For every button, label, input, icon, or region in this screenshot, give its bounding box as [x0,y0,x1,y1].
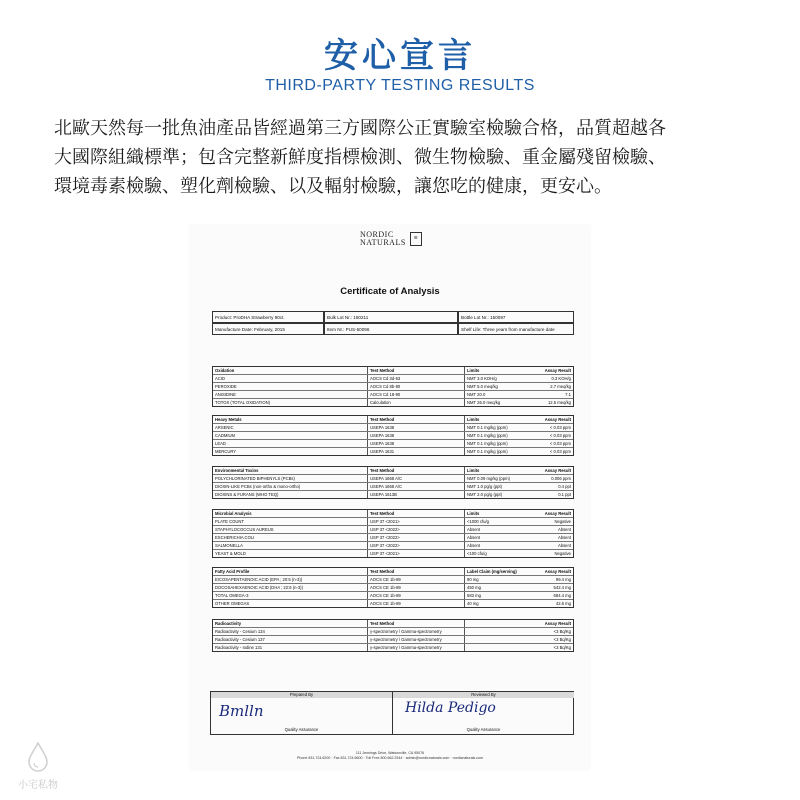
table-cell: <3 Bq/Kg [553,645,571,650]
logo-line: NATURALS [360,238,406,247]
table-cell: < 0.03 ppm [549,441,571,446]
table-cell: ESCHERICHIA COLI [213,534,368,541]
header-cell: Test Method [368,510,465,517]
table-cell: PLATE COUNT [213,518,368,525]
table-row [213,534,573,542]
header-cell: Limits [467,511,480,516]
table-cell: Negative [554,551,571,556]
table-row [213,550,573,557]
header-cell: Test Method [368,467,465,474]
table-cell: USEPA 1638 [368,432,465,439]
section-header-row [213,367,573,375]
item-nr-field: Item Nr.: PUS-50096 [324,323,458,335]
product-field: Product: ProDHA Strawberry 90ct. [212,311,324,323]
table-row [213,518,573,526]
table-cell: Radioactivity - Iodine 131 [213,644,368,651]
droplet-icon [27,742,49,772]
header-cell: Assay Result [544,468,571,473]
header-cell: Assay Result [544,368,571,373]
table-row [213,475,573,483]
table-cell: AOCS CE 1b-89 [368,600,465,607]
table-cell: 7.1 [565,392,571,397]
table-cell: Calculation [368,399,465,406]
table-cell: USEPA 1638 [368,424,465,431]
certificate-document [190,225,590,770]
table-cell: USP 37 <2022> [368,534,465,541]
table-cell: <1000 cfu/g [467,519,490,524]
table-cell: MERCURY [213,448,368,455]
table-cell: < 0.03 ppm [549,449,571,454]
table-cell: USP 37 <2022> [368,542,465,549]
table-cell: Absent [557,543,571,548]
section-header-row [213,620,573,628]
header-cell: Radioactivity [213,620,368,627]
table-cell: YEAST & MOLD [213,550,368,557]
table-row [213,542,573,550]
table-cell: 2.7 meq/kg [550,384,571,389]
signature-left: Bmlln [219,702,264,720]
section-header-row [213,467,573,475]
table-cell: AOCS CE 1b-89 [368,592,465,599]
table-cell: USEPA 1631 [368,448,465,455]
header-cell: Assay Result [544,621,571,626]
header-cell: Limits [467,417,480,422]
intro-paragraph [54,114,766,201]
table-cell: USEPA 1668 A/C [368,483,465,490]
certificate-footer [190,751,590,761]
table-cell: STAPHYLOCOCCUS AUREUS [213,526,368,533]
logo-line: NORDIC [360,230,394,239]
header-cell: Label Claim (mg/serving) [467,569,517,574]
table-row [213,491,573,498]
certificate-title: Certificate of Analysis [340,286,440,297]
analysis-section [212,415,574,456]
manufacture-date-field: Manufacture Date: February, 2015 [212,323,324,335]
table-cell: 684.4 mg [553,593,571,598]
reviewed-by-panel [393,692,574,734]
table-cell: 42.6 mg [555,601,571,606]
prepared-by-label: Prepared By [211,692,392,698]
table-cell: EICOSAPENTAENOIC ACID (EPA ; 20:5 (n-3)) [213,576,368,583]
qa-label-right: Quality Assurance [466,727,501,732]
header-cell [465,620,537,627]
page-title: 安心宣言 [324,36,476,76]
table-cell: CADMIUM [213,432,368,439]
table-cell: USP 37 <2021> [368,518,465,525]
table-cell: <3 Bq/Kg [553,629,571,634]
intro-line: 北歐天然每一批魚油產品皆經過第三方國際公正實驗室檢驗合格，品質超越各 [54,118,666,139]
table-cell: USEPA 1613B [368,491,465,498]
table-cell: 542.4 mg [553,585,571,590]
header-cell: Test Method [368,416,465,423]
table-cell: LEAD [213,440,368,447]
table-row [213,483,573,491]
table-cell: OTHER OMEGAS [213,600,368,607]
table-cell: NMT 0.1 mg/kg (ppm) [467,425,508,430]
table-row [213,600,573,607]
page-subtitle: THIRD-PARTY TESTING RESULTS [265,77,535,94]
table-row [213,576,573,584]
table-cell: AOCS Cd 3d-63 [368,375,465,382]
watermark-text: 小宅私物 [18,780,58,791]
table-cell: ANISIDINE [213,391,368,398]
section-header-row [213,416,573,424]
table-row [213,644,573,651]
table-cell: γ-spectrometry / Gamma-spectrometry [368,628,465,635]
table-cell: Absent [467,543,481,548]
header-cell: Test Method [368,568,465,575]
footer-contact: Phone 831.724.6200 · Fax 831.724.6600 · Toll Free 800.662.2544 · admin@nordicnaturals.com · nordicnaturals.com [297,756,483,760]
header-cell: Fatty Acid Profile [213,568,368,575]
header-cell: Microbial Analysis [213,510,368,517]
header-cell: Assay Result [544,511,571,516]
table-cell: AOCS CE 1b-89 [368,576,465,583]
table-cell: Radioactivity - Cesium 134 [213,628,368,635]
footer-address: 111 Jennings Drive, Watsonville, CA 95076 [355,751,425,755]
brand-logo [360,230,419,247]
table-cell: 0.1 ppt [558,492,571,497]
table-cell [465,628,537,635]
table-cell: 583 mg [467,593,481,598]
logo-mark-icon: ≋ [410,232,422,246]
signature-box [210,691,574,735]
table-cell: NMT 3.0 KOH/g [467,376,497,381]
table-cell: USP 37 <2022> [368,526,465,533]
table-cell: 0.3 KOH/g [551,376,571,381]
analysis-section [212,509,574,558]
table-cell: Negative [554,519,571,524]
table-cell: 0.4 ppt [558,484,571,489]
table-cell: TOTAL OMEGA-3 [213,592,368,599]
table-row [213,448,573,455]
reviewed-by-label: Reviewed By [393,692,574,698]
analysis-section [212,619,574,652]
table-cell: 12.5 meq/kg [547,400,571,405]
table-cell: <3 Bq/Kg [553,637,571,642]
table-cell: 450 mg [467,585,481,590]
table-cell: NMT 20.0 [467,392,486,397]
table-row [213,526,573,534]
table-cell: AOCS Cd 18-90 [368,391,465,398]
header-cell: Assay Result [544,417,571,422]
table-cell: NMT 0.1 mg/kg (ppm) [467,441,508,446]
table-row [213,584,573,592]
table-cell: <100 cfu/g [467,551,487,556]
header-cell: Limits [467,468,480,473]
table-row [213,383,573,391]
bottle-lot-field: Bottle Lot Nr.: 150097 [458,311,574,323]
header-cell: Oxidation [213,367,368,374]
header-cell: Environmental Toxins [213,467,368,474]
table-cell: SALMONELLA [213,542,368,549]
table-cell: NMT 0.09 mg/kg (ppm) [467,476,510,481]
table-cell: 0.006 ppm [551,476,571,481]
table-cell: ACID [213,375,368,382]
header-cell: Test Method [368,620,465,627]
signature-right: Hilda Pedigo [405,700,496,716]
table-row [213,424,573,432]
analysis-section [212,466,574,499]
table-cell: AOCS Cd 8b-90 [368,383,465,390]
table-row [213,628,573,636]
table-cell: NMT 0.1 mg/kg (ppm) [467,433,508,438]
table-cell: γ-spectrometry / Gamma-spectrometry [368,644,465,651]
shelf-life-field: Shelf Life: Three years from manufacture date [458,323,574,335]
analysis-section [212,366,574,407]
table-cell: 90 mg [467,577,479,582]
section-header-row [213,568,573,576]
table-cell: TOTOX (TOTAL OXIDATION) [213,399,368,406]
header-cell: Limits [467,368,480,373]
table-cell: DIOXINS & FURANS (WHO TEQ) [213,491,368,498]
table-cell: NMT 0.1 mg/kg (ppm) [467,449,508,454]
table-cell: NMT 1.0 pg/g (ppt) [467,484,503,489]
table-cell: POLYCHLORINATED BIPHENYLS (PCBs) [213,475,368,482]
header-cell: Test Method [368,367,465,374]
table-cell: Absent [557,535,571,540]
table-cell: Absent [467,535,481,540]
watermark [16,742,60,791]
table-cell: 99.4 mg [555,577,571,582]
table-row [213,440,573,448]
table-cell: USEPA 1638 [368,440,465,447]
table-row [213,636,573,644]
section-header-row [213,510,573,518]
bulk-lot-field: Bulk Lot Nr.: 150211 [324,311,458,323]
header-cell: Heavy Metals [213,416,368,423]
table-cell: Radioactivity - Cesium 137 [213,636,368,643]
table-cell [465,644,537,651]
table-cell: NMT 2.0 pg/g (ppt) [467,492,503,497]
table-cell [465,636,537,643]
intro-line: 環境毒素檢驗、塑化劑檢驗、以及輻射檢驗，讓您吃的健康，更安心。 [54,176,612,197]
table-row [213,375,573,383]
table-cell: 40 mg [467,601,479,606]
table-cell: ARSENIC [213,424,368,431]
table-cell: Absent [557,527,571,532]
table-row [213,391,573,399]
table-row [213,592,573,600]
table-cell: < 0.03 ppm [549,433,571,438]
table-cell: NMT 5.0 meq/kg [467,384,498,389]
table-cell: USEPA 1668 A/C [368,475,465,482]
table-cell: AOCS CE 1b-89 [368,584,465,591]
table-cell: DIOXIN-LIKE PCBs (non-ortho & mono-ortho) [213,483,368,490]
qa-label-left: Quality Assurance [284,727,319,732]
table-cell: < 0.03 ppm [549,425,571,430]
analysis-section [212,567,574,608]
table-cell: DOCOSAHEXAENOIC ACID (DHA ; 22:6 (n-3)) [213,584,368,591]
table-cell: γ-spectrometry / Gamma-spectrometry [368,636,465,643]
table-row [213,432,573,440]
table-cell: USP 37 <2021> [368,550,465,557]
table-cell: Absent [467,527,481,532]
intro-line: 大國際組織標準；包含完整新鮮度指標檢測、微生物檢驗、重金屬殘留檢驗、 [54,147,666,168]
prepared-by-panel [211,692,393,734]
table-cell: NMT 26.0 meq/kg [467,400,501,405]
table-row [213,399,573,406]
table-cell: PEROXIDE [213,383,368,390]
header-cell: Assay Result [544,569,571,574]
